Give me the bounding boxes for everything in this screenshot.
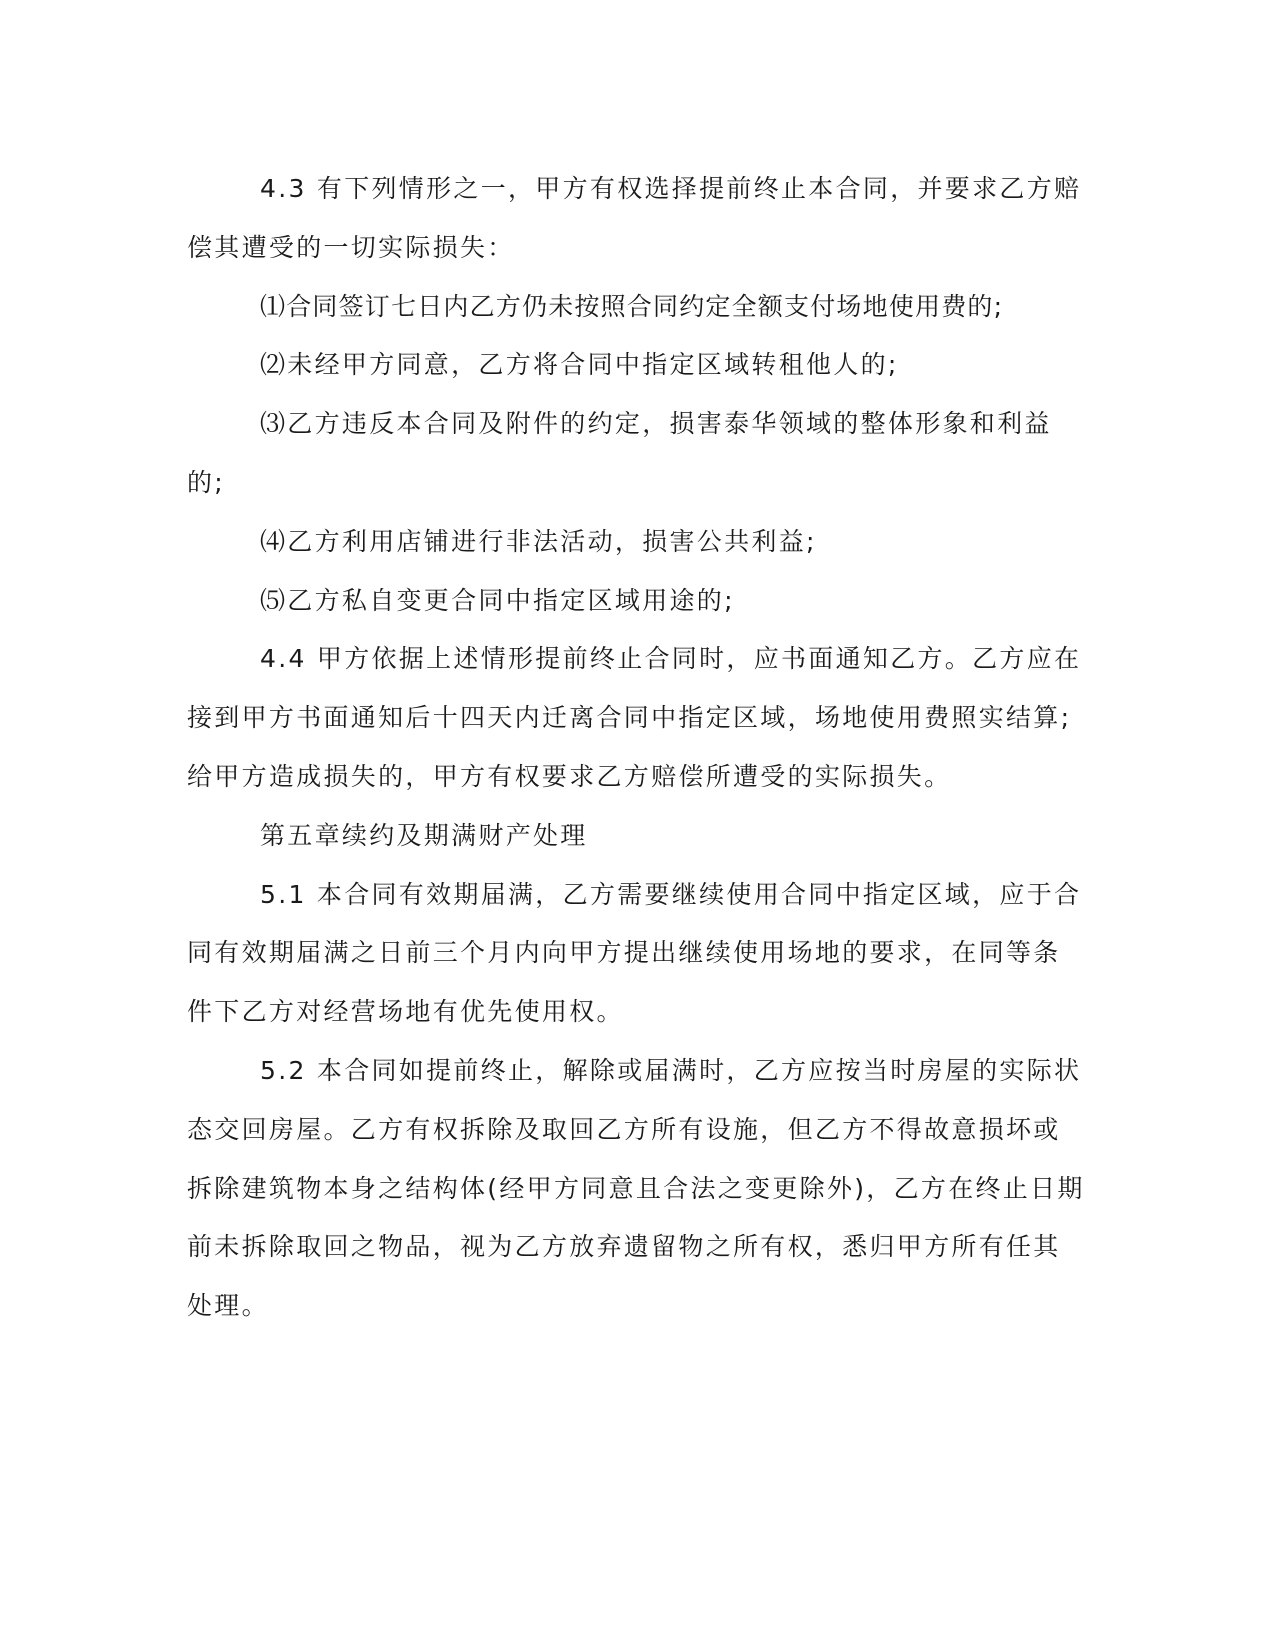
clause-4-3-item-5: ⑸乙方私自变更合同中指定区域用途的; — [260, 585, 735, 615]
clause-4-3: 4.3 有下列情形之一，甲方有权选择提前终止本合同，并要求乙方赔偿其遭受的一切实际损失： — [187, 174, 1082, 262]
clause-4-3-item-1: ⑴合同签订七日内乙方仍未按照合同约定全额支付场地使用费的; — [260, 291, 1004, 321]
clause-5-2: 5.2 本合同如提前终止，解除或届满时，乙方应按当时房屋的实际状态交回房屋。乙方有权拆除及取回乙方所有设施，但乙方不得故意损坏或拆除建筑物本身之结构体(经甲方同意且合法之变更除外)，乙方在终止日期前未拆除取回之物品，视为乙方放弃遗留物之所有权，悉归甲方所有任其处理。 — [187, 1055, 1085, 1321]
clause-4-4: 4.4 甲方依据上述情形提前终止合同时，应书面通知乙方。乙方应在接到甲方书面通知后十四天内迁离合同中指定区域，场地使用费照实结算;给甲方造成损失的，甲方有权要求乙方赔偿所遭受的实际损失。 — [187, 644, 1082, 791]
clause-4-3-item-4: ⑷乙方利用店铺进行非法活动，损害公共利益; — [260, 526, 817, 556]
clause-5-1: 5.1 本合同有效期届满，乙方需要继续使用合同中指定区域，应于合同有效期届满之日前三个月内向甲方提出继续使用场地的要求，在同等条件下乙方对经营场地有优先使用权。 — [187, 879, 1082, 1027]
chapter-5-heading: 第五章续约及期满财产处理 — [260, 820, 588, 850]
document-body — [187, 160, 1087, 1336]
clause-4-3-item-3: ⑶乙方违反本合同及附件的约定，损害泰华领域的整体形象和利益的; — [187, 409, 1052, 497]
clause-4-3-item-2: ⑵未经甲方同意，乙方将合同中指定区域转租他人的; — [260, 350, 899, 380]
